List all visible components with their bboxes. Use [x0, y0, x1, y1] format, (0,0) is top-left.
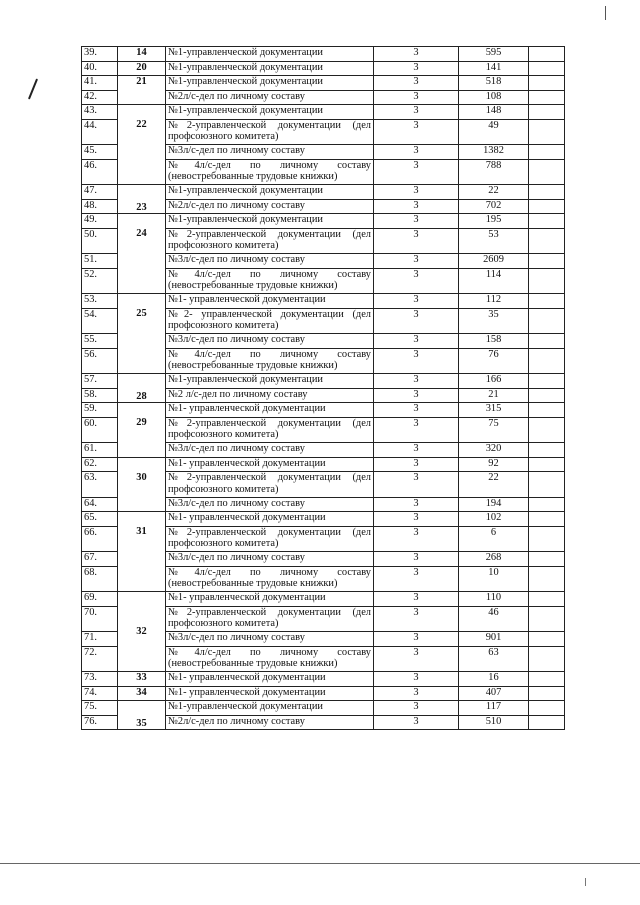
row-note — [529, 185, 565, 200]
row-description: №4л/с-дел по личному составу (невостребованные трудовые книжки) — [166, 646, 374, 672]
group-number: 31 — [118, 512, 166, 592]
row-value: 63 — [459, 646, 529, 672]
row-description: №1- управленческой документации — [166, 403, 374, 418]
row-value: 112 — [459, 294, 529, 309]
row-count: 3 — [374, 334, 459, 349]
row-number: 59. — [82, 403, 118, 418]
row-note — [529, 214, 565, 229]
row-number: 46. — [82, 159, 118, 185]
row-description: №1-управленческой документации — [166, 61, 374, 76]
row-note — [529, 686, 565, 701]
row-count: 3 — [374, 105, 459, 120]
row-note — [529, 294, 565, 309]
table-row — [82, 672, 565, 687]
row-note — [529, 254, 565, 269]
row-number: 55. — [82, 334, 118, 349]
row-description: №1- управленческой документации — [166, 294, 374, 309]
row-description: №2-управленческой документации (дел профсоюзного комитета) — [166, 526, 374, 552]
group-number: 25 — [118, 294, 166, 374]
row-number: 53. — [82, 294, 118, 309]
row-note — [529, 76, 565, 91]
row-note — [529, 592, 565, 607]
row-note — [529, 417, 565, 443]
row-value: 788 — [459, 159, 529, 185]
row-value: 407 — [459, 686, 529, 701]
row-number: 74. — [82, 686, 118, 701]
row-value: 595 — [459, 47, 529, 62]
group-number: 14 — [118, 47, 166, 62]
row-number: 56. — [82, 348, 118, 374]
row-note — [529, 443, 565, 458]
row-description: №1-управленческой документации — [166, 185, 374, 200]
row-value: 49 — [459, 119, 529, 145]
table-row — [82, 294, 565, 309]
row-value: 117 — [459, 701, 529, 716]
row-note — [529, 374, 565, 389]
row-value: 315 — [459, 403, 529, 418]
row-number: 60. — [82, 417, 118, 443]
table-row — [82, 105, 565, 120]
row-number: 76. — [82, 715, 118, 730]
row-count: 3 — [374, 606, 459, 632]
row-number: 71. — [82, 632, 118, 647]
row-number: 39. — [82, 47, 118, 62]
row-value: 16 — [459, 672, 529, 687]
row-description: №4л/с-дел по личному составу (невостребованные трудовые книжки) — [166, 268, 374, 294]
row-count: 3 — [374, 374, 459, 389]
row-value: 75 — [459, 417, 529, 443]
row-description: №2л/с-дел по личному составу — [166, 199, 374, 214]
row-note — [529, 228, 565, 254]
row-value: 102 — [459, 512, 529, 527]
row-count: 3 — [374, 512, 459, 527]
row-note — [529, 672, 565, 687]
row-count: 3 — [374, 90, 459, 105]
row-note — [529, 632, 565, 647]
row-number: 45. — [82, 145, 118, 160]
row-number: 62. — [82, 457, 118, 472]
row-value: 141 — [459, 61, 529, 76]
row-note — [529, 701, 565, 716]
table-row — [82, 701, 565, 716]
row-value: 110 — [459, 592, 529, 607]
row-count: 3 — [374, 443, 459, 458]
row-count: 3 — [374, 472, 459, 498]
row-value: 22 — [459, 185, 529, 200]
row-count: 3 — [374, 388, 459, 403]
row-value: 320 — [459, 443, 529, 458]
row-number: 61. — [82, 443, 118, 458]
row-note — [529, 105, 565, 120]
row-description: №2-управленческой документации (дел профсоюзного комитета) — [166, 472, 374, 498]
row-note — [529, 268, 565, 294]
row-number: 63. — [82, 472, 118, 498]
row-description: №2-управленческой документации (дел профсоюзного комитета) — [166, 606, 374, 632]
row-value: 510 — [459, 715, 529, 730]
records-table — [81, 46, 565, 730]
row-value: 76 — [459, 348, 529, 374]
row-value: 2609 — [459, 254, 529, 269]
row-count: 3 — [374, 145, 459, 160]
row-description: №1- управленческой документации — [166, 672, 374, 687]
group-number: 24 — [118, 214, 166, 294]
row-number: 65. — [82, 512, 118, 527]
group-number: 28 — [118, 374, 166, 403]
row-count: 3 — [374, 61, 459, 76]
row-count: 3 — [374, 526, 459, 552]
row-value: 21 — [459, 388, 529, 403]
row-count: 3 — [374, 119, 459, 145]
row-note — [529, 348, 565, 374]
group-number: 35 — [118, 701, 166, 730]
table-row — [82, 61, 565, 76]
row-count: 3 — [374, 254, 459, 269]
row-count: 3 — [374, 701, 459, 716]
row-count: 3 — [374, 457, 459, 472]
row-count: 3 — [374, 646, 459, 672]
row-description: №1-управленческой документации — [166, 47, 374, 62]
row-note — [529, 199, 565, 214]
group-number: 33 — [118, 672, 166, 687]
group-number: 22 — [118, 105, 166, 185]
table-row — [82, 374, 565, 389]
row-count: 3 — [374, 497, 459, 512]
row-number: 66. — [82, 526, 118, 552]
row-note — [529, 61, 565, 76]
row-count: 3 — [374, 632, 459, 647]
group-number: 23 — [118, 185, 166, 214]
row-note — [529, 512, 565, 527]
row-note — [529, 119, 565, 145]
table-row — [82, 592, 565, 607]
group-number: 32 — [118, 592, 166, 672]
row-value: 194 — [459, 497, 529, 512]
row-count: 3 — [374, 552, 459, 567]
row-description: №1-управленческой документации — [166, 374, 374, 389]
row-number: 44. — [82, 119, 118, 145]
row-description: №2л/с-дел по личному составу — [166, 715, 374, 730]
scan-shadow-line — [0, 863, 640, 864]
row-count: 3 — [374, 294, 459, 309]
row-description: №4л/с-дел по личному составу (невостребованные трудовые книжки) — [166, 159, 374, 185]
row-value: 702 — [459, 199, 529, 214]
row-note — [529, 457, 565, 472]
row-value: 6 — [459, 526, 529, 552]
row-number: 57. — [82, 374, 118, 389]
row-value: 114 — [459, 268, 529, 294]
row-description: №1- управленческой документации — [166, 512, 374, 527]
group-number: 30 — [118, 457, 166, 512]
row-value: 108 — [459, 90, 529, 105]
row-value: 148 — [459, 105, 529, 120]
row-description: №3л/с-дел по личному составу — [166, 632, 374, 647]
row-value: 46 — [459, 606, 529, 632]
row-description: №4л/с-дел по личному составу (невостребованные трудовые книжки) — [166, 348, 374, 374]
row-number: 51. — [82, 254, 118, 269]
row-number: 69. — [82, 592, 118, 607]
row-value: 53 — [459, 228, 529, 254]
row-count: 3 — [374, 214, 459, 229]
row-description: №2л/с-дел по личному составу — [166, 90, 374, 105]
row-number: 54. — [82, 308, 118, 334]
row-number: 50. — [82, 228, 118, 254]
row-number: 64. — [82, 497, 118, 512]
row-number: 68. — [82, 566, 118, 592]
row-count: 3 — [374, 686, 459, 701]
row-description: №2- управленческой документации (дел профсоюзного комитета) — [166, 308, 374, 334]
row-value: 92 — [459, 457, 529, 472]
row-count: 3 — [374, 566, 459, 592]
row-count: 3 — [374, 592, 459, 607]
row-number: 42. — [82, 90, 118, 105]
row-description: №3л/с-дел по личному составу — [166, 552, 374, 567]
group-number: 34 — [118, 686, 166, 701]
row-description: №1-управленческой документации — [166, 76, 374, 91]
table-row — [82, 47, 565, 62]
group-number: 20 — [118, 61, 166, 76]
row-number: 73. — [82, 672, 118, 687]
row-description: №2-управленческой документации (дел профсоюзного комитета) — [166, 119, 374, 145]
row-note — [529, 145, 565, 160]
row-note — [529, 159, 565, 185]
row-number: 67. — [82, 552, 118, 567]
row-count: 3 — [374, 199, 459, 214]
row-note — [529, 90, 565, 105]
row-description: №1-управленческой документации — [166, 105, 374, 120]
row-description: №1-управленческой документации — [166, 214, 374, 229]
table-row — [82, 214, 565, 229]
scan-edge-mark — [605, 6, 606, 20]
row-note — [529, 403, 565, 418]
row-value: 10 — [459, 566, 529, 592]
row-count: 3 — [374, 185, 459, 200]
row-note — [529, 715, 565, 730]
row-value: 901 — [459, 632, 529, 647]
row-note — [529, 646, 565, 672]
pen-mark — [28, 78, 38, 99]
row-note — [529, 334, 565, 349]
row-number: 72. — [82, 646, 118, 672]
row-value: 518 — [459, 76, 529, 91]
row-count: 3 — [374, 672, 459, 687]
row-count: 3 — [374, 348, 459, 374]
table-row — [82, 457, 565, 472]
table-row — [82, 185, 565, 200]
row-value: 158 — [459, 334, 529, 349]
scan-edge-mark — [585, 878, 586, 886]
row-number: 75. — [82, 701, 118, 716]
row-note — [529, 566, 565, 592]
row-count: 3 — [374, 228, 459, 254]
row-number: 70. — [82, 606, 118, 632]
row-value: 268 — [459, 552, 529, 567]
row-description: №3л/с-дел по личному составу — [166, 497, 374, 512]
row-value: 195 — [459, 214, 529, 229]
row-value: 1382 — [459, 145, 529, 160]
row-count: 3 — [374, 715, 459, 730]
table-row — [82, 686, 565, 701]
table-row — [82, 76, 565, 91]
row-description: №2 л/с-дел по личному составу — [166, 388, 374, 403]
row-note — [529, 47, 565, 62]
group-number: 21 — [118, 76, 166, 105]
row-count: 3 — [374, 308, 459, 334]
row-note — [529, 526, 565, 552]
row-count: 3 — [374, 47, 459, 62]
row-number: 40. — [82, 61, 118, 76]
row-description: №2-управленческой документации (дел профсоюзного комитета) — [166, 417, 374, 443]
row-note — [529, 552, 565, 567]
row-description: №1- управленческой документации — [166, 686, 374, 701]
row-note — [529, 497, 565, 512]
row-description: №4л/с-дел по личному составу (невостребованные трудовые книжки) — [166, 566, 374, 592]
row-number: 47. — [82, 185, 118, 200]
row-number: 48. — [82, 199, 118, 214]
row-description: №3л/с-дел по личному составу — [166, 443, 374, 458]
row-note — [529, 606, 565, 632]
row-number: 58. — [82, 388, 118, 403]
row-value: 22 — [459, 472, 529, 498]
row-number: 52. — [82, 268, 118, 294]
table-row — [82, 512, 565, 527]
row-description: №2-управленческой документации (дел профсоюзного комитета) — [166, 228, 374, 254]
row-count: 3 — [374, 403, 459, 418]
row-description: №3л/с-дел по личному составу — [166, 254, 374, 269]
row-description: №1- управленческой документации — [166, 457, 374, 472]
row-value: 166 — [459, 374, 529, 389]
row-description: №1- управленческой документации — [166, 592, 374, 607]
row-value: 35 — [459, 308, 529, 334]
row-count: 3 — [374, 417, 459, 443]
group-number: 29 — [118, 403, 166, 458]
row-number: 49. — [82, 214, 118, 229]
row-count: 3 — [374, 159, 459, 185]
table-row — [82, 403, 565, 418]
row-description: №3л/с-дел по личному составу — [166, 145, 374, 160]
row-note — [529, 308, 565, 334]
row-count: 3 — [374, 268, 459, 294]
row-description: №3л/с-дел по личному составу — [166, 334, 374, 349]
row-number: 41. — [82, 76, 118, 91]
row-number: 43. — [82, 105, 118, 120]
row-count: 3 — [374, 76, 459, 91]
row-description: №1-управленческой документации — [166, 701, 374, 716]
row-note — [529, 388, 565, 403]
row-note — [529, 472, 565, 498]
